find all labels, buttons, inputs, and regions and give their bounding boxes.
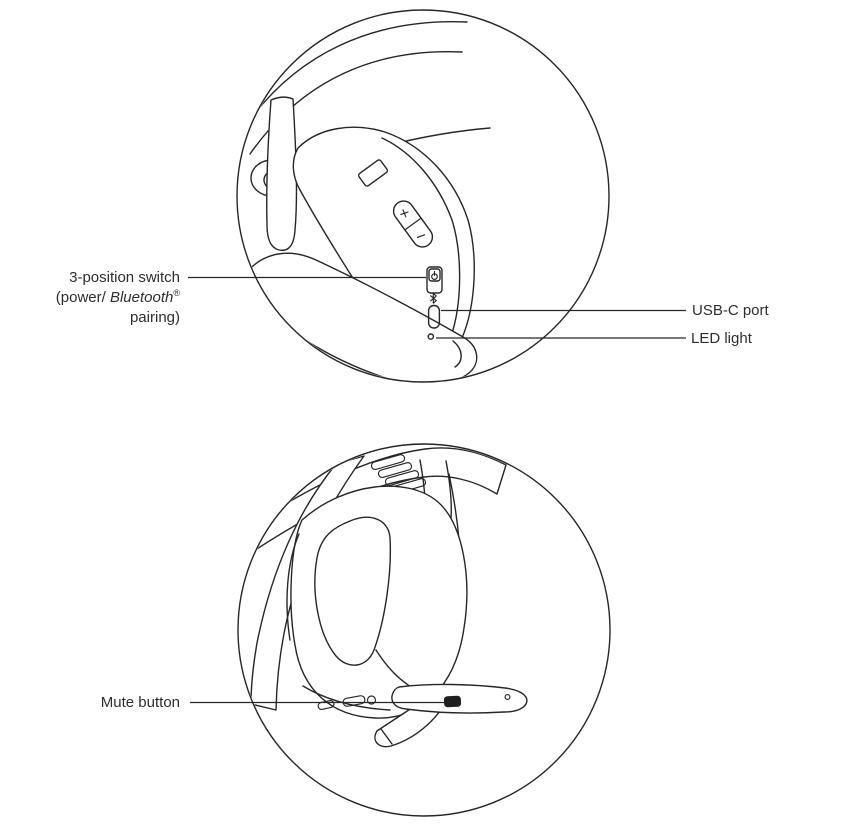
mute-button-filled	[444, 696, 462, 708]
headset-side-view-illustration	[242, 22, 490, 386]
headset-bottom-view-illustration	[236, 448, 527, 747]
label-led-light: LED light	[691, 330, 752, 347]
label-3-position-switch-line1: 3-position switch	[69, 269, 180, 286]
ear-cushion-outline	[291, 486, 467, 718]
label-usb-c-port: USB-C port	[692, 302, 769, 319]
label-3-position-switch-line2: (power/ Bluetooth®	[55, 288, 180, 306]
label-mute-button: Mute button	[100, 694, 180, 711]
label-3-position-switch	[15, 268, 180, 328]
label-3-position-switch-line3: pairing)	[129, 309, 180, 326]
headband-yoke-strap	[267, 97, 297, 250]
